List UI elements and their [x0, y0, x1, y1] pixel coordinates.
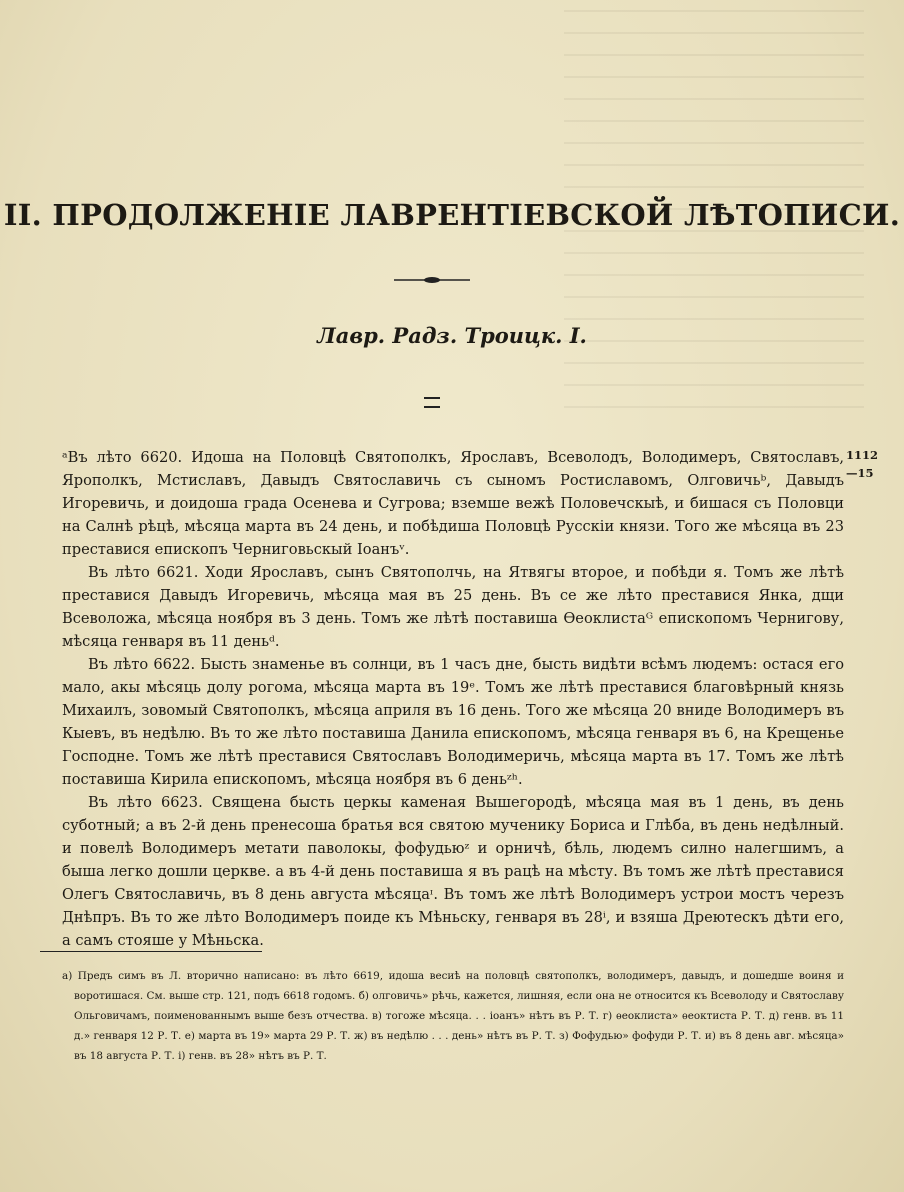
double-rule: [424, 397, 440, 408]
margin-range-label: —15: [846, 466, 874, 480]
page-title: II. ПРОДОЛЖЕНІЕ ЛАВРЕНТІЕВСКОЙ ЛѢТОПИСИ.: [3, 198, 901, 232]
paragraph-6621: Въ лѣто 6621. Ходи Ярославъ, сынъ Святополчь, на Ятвягы второе, и побѣди я. Томъ же лѣтѣ преставися Давыдъ Игоревичь, мѣсяца мая въ 25 день. Въ се же лѣто преставися Янка, дщи Всеволожа, мѣсяца ноября въ 3 день. Томъ же лѣтѣ поставиша Ѳеоклистаᴳ епископомъ Чернигову, мѣсяца генваря въ 11 деньᵈ.: [62, 564, 844, 650]
footnotes: [62, 966, 844, 1066]
ornament-divider: [392, 275, 472, 285]
paragraph-6620: ᵃВъ лѣто 6620. Идоша на Половцѣ Святополкъ, Ярославъ, Всеволодъ, Володимеръ, Святославъ, Ярополкъ, Мстиславъ, Давыдъ Святославичь съ сыномъ Ростиславомъ, Олговичьᵇ, Давыдъ Игоревичь, и доидоша града Осенева и Сугрова; вземше вежѣ Половечскыѣ, и бишася съ Половци на Салнѣ рѣцѣ, мѣсяца марта въ 24 день, и побѣдиша Половцѣ Русскіи князи. Того же мѣсяца въ 23 преставися епископъ Черниговьскый Іоанъᵛ.: [62, 449, 844, 558]
margin-year-label: 1112: [846, 448, 879, 462]
footnote-block: а) Предъ симъ въ Л. вторично написано: въ лѣто 6619, идоша весиѣ на половцѣ святополкъ, володимеръ, давыдъ, и дошедше воиня и воротишася. См. выше стр. 121, подъ 6618 годомъ. б) олговичь» рѣчь, кажется, лишняя, если она не относится къ Всеволоду и Святославу Ольговичамъ, поименованнымъ выше безъ отчества. в) тогоже мѣсяца. . . іоанъ» нѣтъ въ Р. Т. г) ѳеоклиста» ѳеоктиста Р. Т. д) генв. въ 11 д.» генваря 12 Р. Т. е) марта въ 19» марта 29 Р. Т. ж) въ недѣлю . . . день» нѣтъ въ Р. Т. з) Фофудью» фофуди Р. Т. и) въ 8 день авг. мѣсяца» въ 18 августа Р. Т. і) генв. въ 28» нѣтъ въ Р. Т.: [62, 970, 844, 1062]
paragraph-6623: Въ лѣто 6623. Священа бысть церкы каменая Вышегородѣ, мѣсяца мая въ 1 день, въ день суботный; а въ 2-й день пренесоша братья вся святою мученику Бориса и Глѣба, въ день недѣлный. и повелѣ Володимеръ метати паволокы, фофудьюᶻ и орничѣ, бѣль, людемъ силно налегшимъ, а быша легко дошли церкве. а въ 4-й день поставиша я въ рацѣ на мѣсту. Въ томъ же лѣтѣ преставися Олегъ Святославичь, въ 8 день августа мѣсяцаᶦ. Въ томъ же лѣтѣ Володимеръ устрои мостъ черезъ Днѣпръ. Въ то же лѣто Володимеръ поиде къ Мѣньску, генваря въ 28ⁱ, и взяша Дреютескъ дѣти его, а самъ стояше у Мѣньска.: [62, 794, 844, 949]
paragraph-6622: Въ лѣто 6622. Бысть знаменье въ солнци, въ 1 часъ дне, бысть видѣти всѣмъ людемъ: остася его мало, акы мѣсяць долу рогома, мѣсяца марта въ 19ᵉ. Томъ же лѣтѣ преставися благовѣрный князь Михаилъ, зовомый Святополкъ, мѣсяца априля въ 16 день. Того же мѣсяца 20 вниде Володимеръ въ Кыевъ, въ недѣлю. Въ то же лѣто поставиша Данила епископомъ, мѣсяца генваря въ 6, на Крещенье Господне. Томъ же лѣтѣ преставися Святославъ Володимеричь, мѣсяца марта въ 17. Томъ же лѣтѣ поставиша Кирила епископомъ, мѣсяца ноября въ 6 деньᶻʰ.: [62, 656, 844, 788]
chronicle-text: [62, 446, 844, 952]
manuscript-sources-heading: Лавр. Радз. Троицк. I.: [317, 323, 587, 348]
footnote-separator: [40, 951, 262, 952]
